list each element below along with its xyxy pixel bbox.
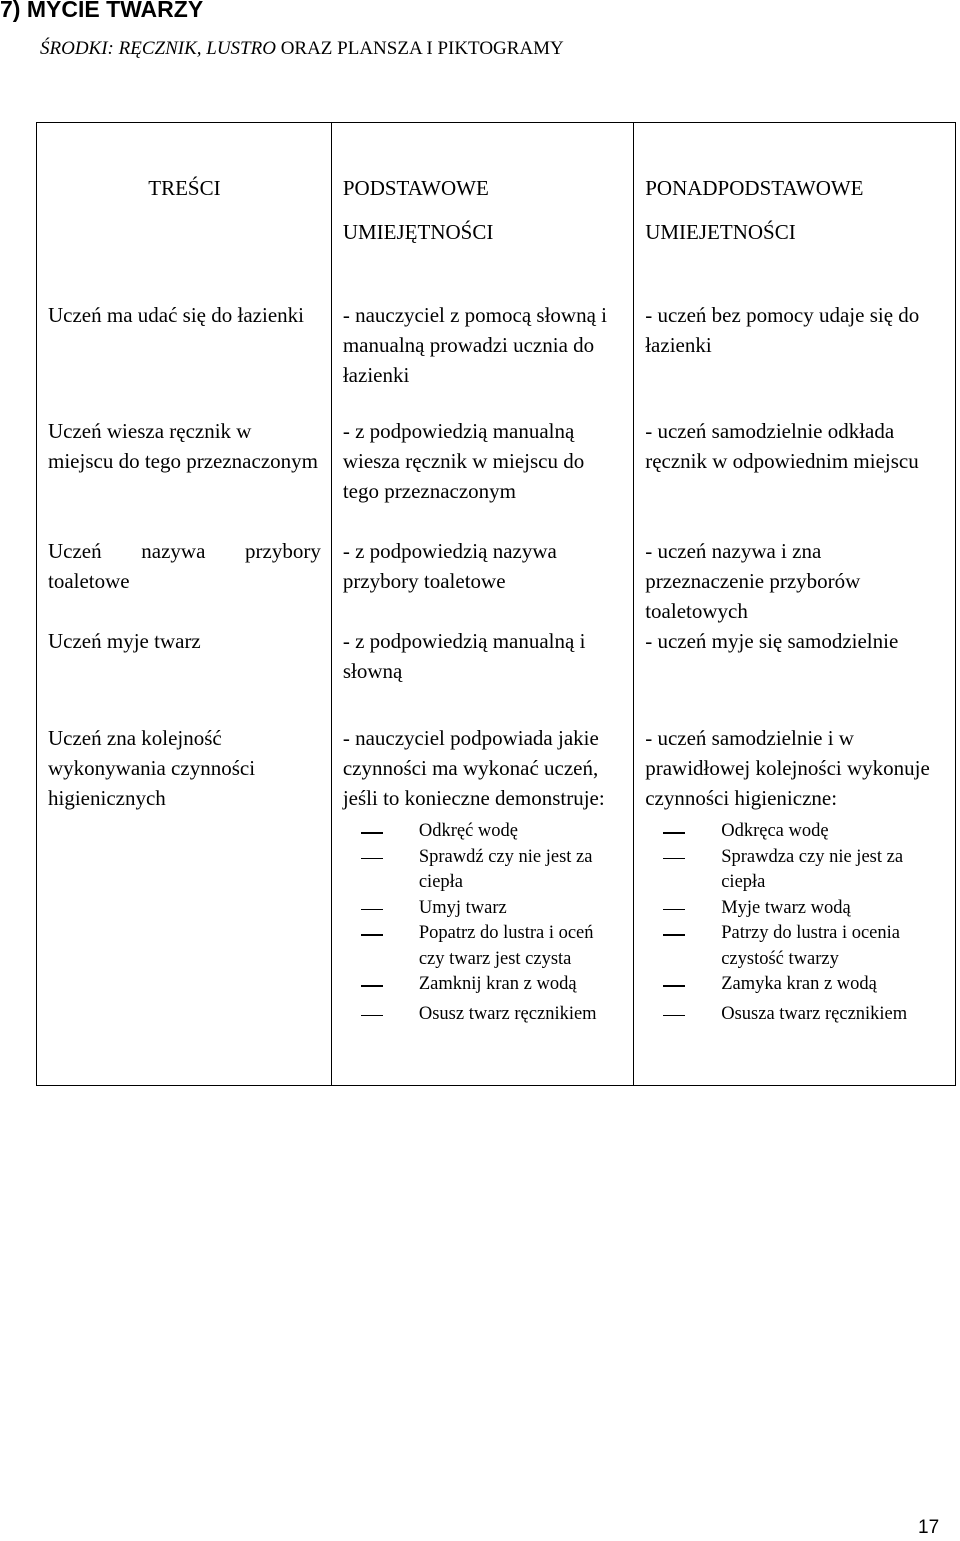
row-content-cell: Uczeń ma udać się do łazienki bbox=[37, 300, 332, 416]
list-item: Patrzy do lustra i ocenia czystość twarzy bbox=[645, 921, 945, 972]
list-item: Popatrz do lustra i oceń czy twarz jest czysta bbox=[343, 921, 623, 972]
materials-subtitle bbox=[40, 38, 564, 60]
table-row bbox=[37, 416, 956, 536]
row-advanced-cell: - uczeń samodzielnie odkłada ręcznik w odpowiednim miejscu bbox=[634, 416, 956, 536]
header-basic-line1: PODSTAWOWE bbox=[342, 176, 489, 200]
header-advanced bbox=[634, 123, 956, 301]
row-advanced-cell: - uczeń bez pomocy udaje się do łazienki bbox=[634, 300, 956, 416]
row-advanced-cell: - uczeń myje się samodzielnie bbox=[634, 626, 956, 711]
list-item: Myje twarz wodą bbox=[645, 896, 945, 922]
row-basic-cell: - z podpowiedzią nazywa przybory toaletowe bbox=[331, 536, 633, 626]
header-advanced-line2: UMIEJETNOŚCI bbox=[645, 220, 796, 244]
header-basic-line2: UMIEJĘTNOŚCI bbox=[342, 220, 494, 244]
row-advanced-text: - uczeń samodzielnie i w prawidłowej kolejności wykonuje czynności higieniczne: bbox=[645, 726, 930, 810]
list-item: Sprawdź czy nie jest za ciepła bbox=[343, 845, 623, 896]
row-basic-cell bbox=[331, 711, 633, 1086]
header-advanced-line1: PONADPODSTAWOWE bbox=[645, 176, 864, 200]
header-content-label: TREŚCI bbox=[148, 176, 221, 200]
list-item: Odkręca wodę bbox=[645, 819, 945, 845]
basic-steps-list bbox=[343, 819, 623, 1027]
list-item: Zamknij kran z wodą bbox=[343, 972, 623, 998]
advanced-steps-list bbox=[645, 819, 945, 1027]
materials-rest: ORAZ PLANSZA I PIKTOGRAMY bbox=[275, 38, 564, 59]
materials-italic: ŚRODKI: RĘCZNIK, LUSTRO bbox=[40, 38, 276, 59]
list-item: Umyj twarz bbox=[343, 896, 623, 922]
row-basic-cell: - z podpowiedzią manualną wiesza ręcznik w miejscu do tego przeznaczonym bbox=[331, 416, 633, 536]
table-header-row bbox=[37, 123, 956, 301]
row-basic-cell: - nauczyciel z pomocą słowną i manualną prowadzi ucznia do łazienki bbox=[331, 300, 633, 416]
row-content-cell: Uczeń myje twarz bbox=[37, 626, 332, 711]
section-heading: 7) MYCIE TWARZY bbox=[0, 0, 204, 22]
row-content-cell: Uczeń zna kolejność wykonywania czynności higienicznych bbox=[37, 711, 332, 1086]
row-basic-text: - nauczyciel podpowiada jakie czynności ma wykonać uczeń, jeśli to konieczne demonstruje: bbox=[342, 726, 605, 810]
list-item: Odkręć wodę bbox=[343, 819, 623, 845]
skills-table bbox=[36, 122, 956, 1086]
table-row bbox=[37, 626, 956, 711]
table-row bbox=[37, 711, 956, 1086]
header-basic bbox=[331, 123, 633, 301]
page-number: 17 bbox=[918, 1517, 940, 1538]
list-item: Osusz twarz ręcznikiem bbox=[343, 1002, 623, 1028]
table-row bbox=[37, 536, 956, 626]
row-advanced-cell bbox=[634, 711, 956, 1086]
list-item: Sprawdza czy nie jest za ciepła bbox=[645, 845, 945, 896]
row-basic-cell: - z podpowiedzią manualną i słowną bbox=[331, 626, 633, 711]
table-row bbox=[37, 300, 956, 416]
list-item: Zamyka kran z wodą bbox=[645, 972, 945, 998]
list-item: Osusza twarz ręcznikiem bbox=[645, 1002, 945, 1028]
row-advanced-cell: - uczeń nazywa i zna przeznaczenie przyborów toaletowych bbox=[634, 536, 956, 626]
row-content-cell: Uczeń nazywa przybory toaletowe bbox=[37, 536, 332, 626]
row-content-cell: Uczeń wiesza ręcznik w miejscu do tego przeznaczonym bbox=[37, 416, 332, 536]
header-content bbox=[37, 123, 332, 301]
